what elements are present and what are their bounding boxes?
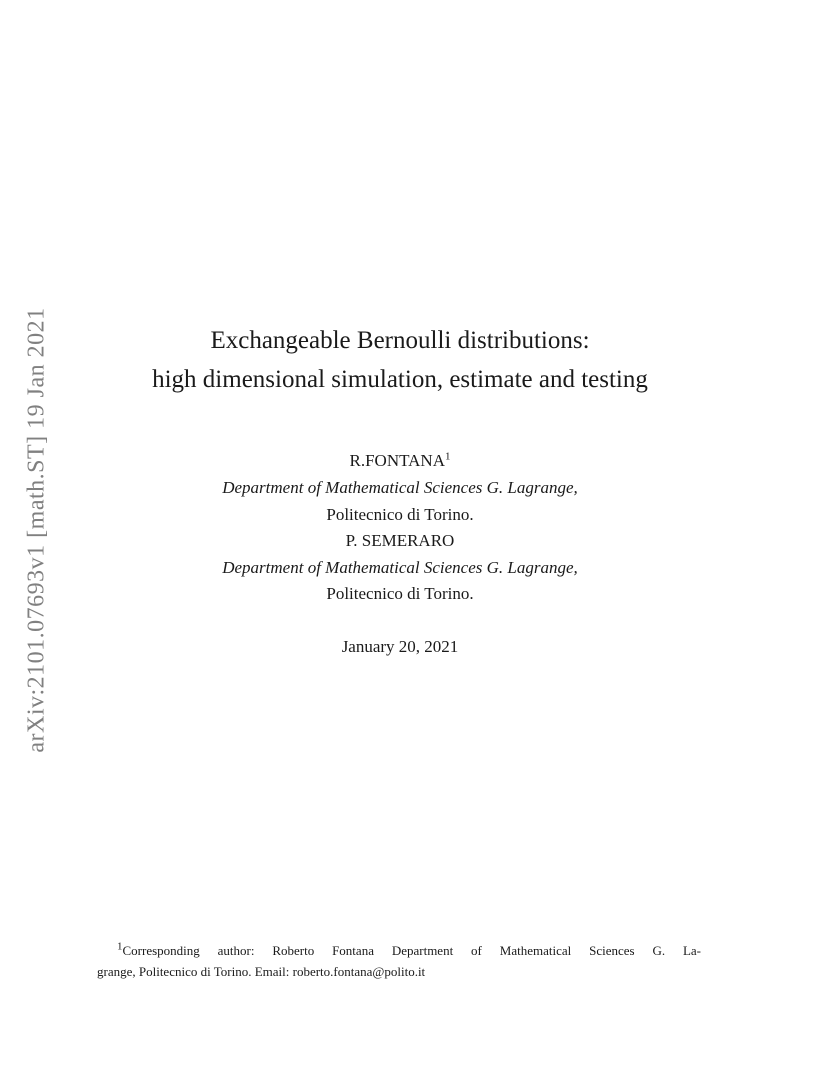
author-1 [0, 451, 800, 471]
paper-date: January 20, 2021 [341, 637, 459, 656]
author-2-department: Department of Mathematical Sciences G. Lagrange, [222, 558, 578, 577]
author-1-footnote-mark: 1 [444, 450, 451, 463]
footnote-line-2: grange, Politecnico di Torino. Email: roberto.fontana@polito.it [97, 964, 426, 979]
footnote-line-1 [97, 940, 701, 961]
arxiv-identifier-stamp: arXiv:2101.07693v1 [math.ST] 19 Jan 2021 [23, 307, 50, 753]
footnote-text-line-1: Corresponding author: Roberto Fontana Department of Mathematical Sciences G. La- [122, 943, 701, 958]
paper-title-line-2: high dimensional simulation, estimate and testing [152, 366, 648, 393]
footnote-mark: 1 [117, 940, 123, 953]
author-2-name: P. SEMERARO [345, 531, 455, 550]
author-2-institution: Politecnico di Torino. [326, 584, 474, 603]
author-1-department: Department of Mathematical Sciences G. Lagrange, [222, 478, 578, 497]
paper-title-line-1: Exchangeable Bernoulli distributions: [210, 327, 590, 354]
author-1-name: R.FONTANA [349, 451, 445, 470]
author-1-institution: Politecnico di Torino. [326, 505, 474, 524]
